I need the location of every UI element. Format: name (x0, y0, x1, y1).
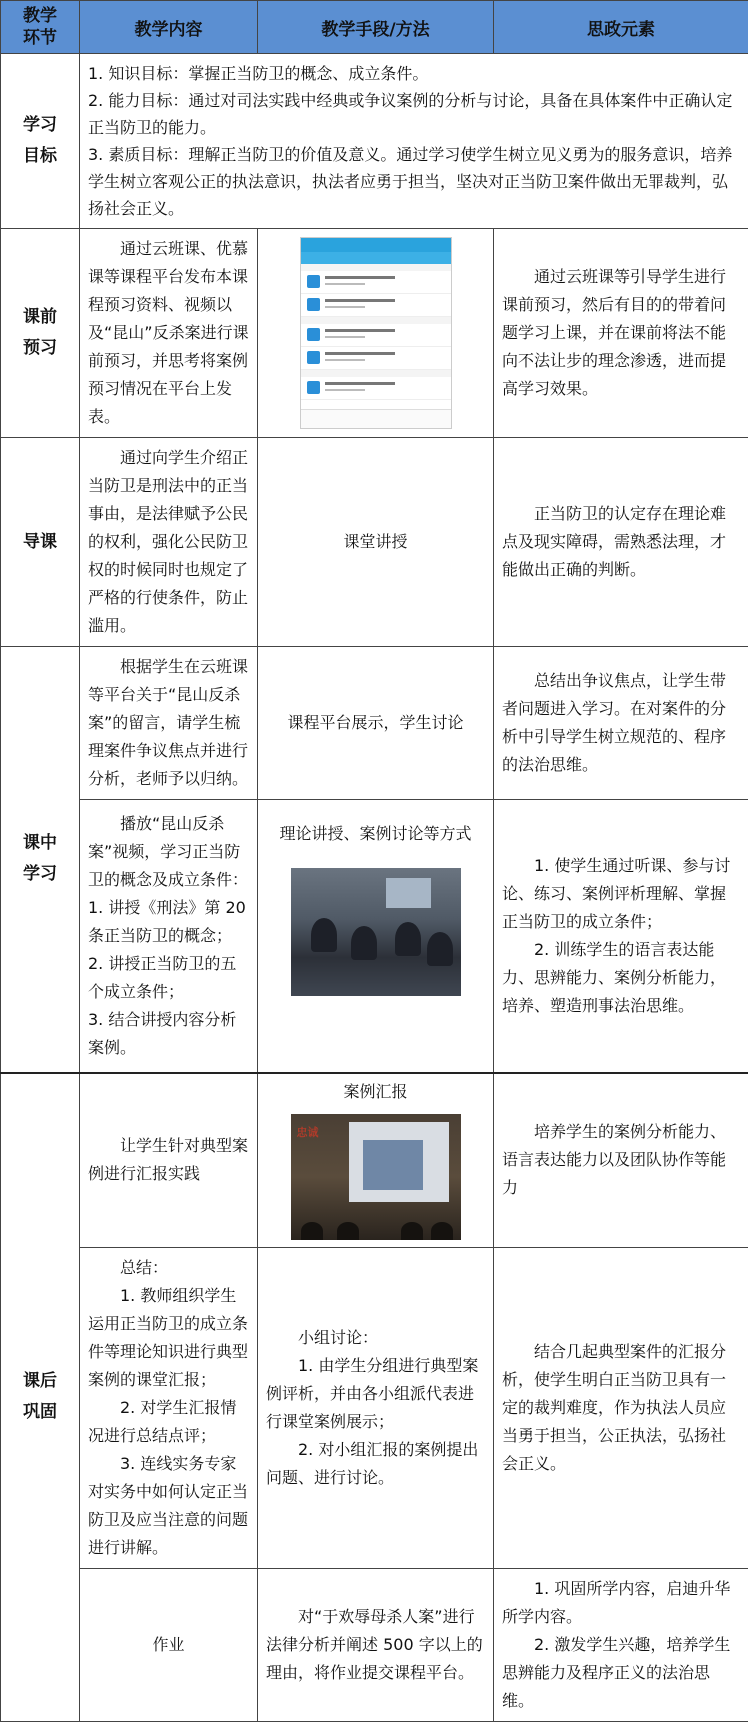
study-1-content: 根据学生在云班课等平台关于“昆山反杀案”的留言，请学生梳理案件争议焦点并进行分析，老师予以归纳。 (80, 647, 258, 800)
study-1-ideology: 总结出争议焦点，让学生带者问题进入学习。在对案件的分析中引导学生树立规范的、程序的法治思维。 (494, 647, 748, 800)
review-row-2 (1, 1248, 748, 1569)
study-2-intro: 播放“昆山反杀案”视频，学习正当防卫的概念及成立条件： (88, 810, 249, 894)
review-2-title: 总结： (88, 1254, 249, 1282)
study-row-2 (1, 800, 748, 1073)
review-2-method-1: 1. 由学生分组进行典型案例评析，并由各小组派代表进行课堂案例展示； (266, 1352, 485, 1436)
goal-3: 3. 素质目标：理解正当防卫的价值及意义。通过学习使学生树立见义勇为的服务意识，培养学生树立客观公正的执法意识，执法者应勇于担当，坚决对正当防卫案件做出无罪裁判，弘扬社会正义。 (88, 141, 740, 222)
header-ideology: 思政元素 (494, 1, 748, 54)
photo-sign-text: 忠诚 (297, 1124, 319, 1140)
intro-ideology: 正当防卫的认定存在理论难点及现实障碍，需熟悉法理，才能做出正确的判断。 (494, 438, 748, 647)
goal-2: 2. 能力目标：通过对司法实践中经典或争议案例的分析与讨论，具备在具体案件中正确认定正当防卫的能力。 (88, 87, 740, 141)
preview-method-screenshot (258, 229, 494, 438)
header-method: 教学手段/方法 (258, 1, 494, 54)
course-app-screenshot (300, 237, 452, 429)
review-1-method (258, 1073, 494, 1248)
study-2-ideology-1: 1. 使学生通过听课、参与讨论、练习、案例评析理解、掌握正当防卫的成立条件； (502, 852, 740, 936)
study-2-item-2: 2. 讲授正当防卫的五个成立条件； (88, 950, 249, 1006)
study-2-item-3: 3. 结合讲授内容分析案例。 (88, 1006, 249, 1062)
intro-row (1, 438, 748, 647)
review-1-content: 让学生针对典型案例进行汇报实践 (80, 1073, 258, 1248)
study-2-item-1: 1. 讲授《刑法》第 20 条正当防卫的概念； (88, 894, 249, 950)
review-row-3 (1, 1569, 748, 1722)
homework-method: 对“于欢辱母杀人案”进行法律分析并阐述 500 字以上的理由，将作业提交课程平台。 (258, 1569, 494, 1722)
preview-content: 通过云班课、优慕课等课程平台发布本课程预习资料、视频以及“昆山”反杀案进行课前预习，并思考将案例预习情况在平台上发表。 (80, 229, 258, 438)
case-report-photo (291, 1114, 461, 1240)
review-2-ideology: 结合几起典型案件的汇报分析，使学生明白正当防卫具有一定的裁判难度，作为执法人员应当勇于担当，公正执法，弘扬社会正义。 (494, 1248, 748, 1569)
goal-1: 1. 知识目标：掌握正当防卫的概念、成立条件。 (88, 60, 740, 87)
homework-ideology-1: 1. 巩固所学内容，启迪升华所学内容。 (502, 1575, 740, 1631)
classroom-discussion-photo (291, 868, 461, 996)
goals-row (1, 54, 748, 229)
review-2-content (80, 1248, 258, 1569)
study-1-method: 课程平台展示，学生讨论 (258, 647, 494, 800)
homework-label: 作业 (80, 1569, 258, 1722)
study-2-method (258, 800, 494, 1073)
header-content: 教学内容 (80, 1, 258, 54)
review-2-method-2: 2. 对小组汇报的案例提出问题、进行讨论。 (266, 1436, 485, 1492)
preview-row (1, 229, 748, 438)
header-stage: 教学 环节 (1, 1, 80, 54)
review-2-item-1: 1. 教师组织学生运用正当防卫的成立条件等理论知识进行典型案例的课堂汇报； (88, 1282, 249, 1394)
stage-intro: 导课 (1, 438, 80, 647)
review-2-item-2: 2. 对学生汇报情况进行总结点评； (88, 1394, 249, 1450)
review-row-1 (1, 1073, 748, 1248)
stage-preview: 课前 预习 (1, 229, 80, 438)
goals-content (80, 54, 748, 229)
intro-content: 通过向学生介绍正当防卫是刑法中的正当事由，是法律赋予公民的权利，强化公民防卫权的时候同时也规定了严格的行使条件，防止滥用。 (80, 438, 258, 647)
review-2-method (258, 1248, 494, 1569)
header-row (1, 1, 748, 54)
homework-ideology (494, 1569, 748, 1722)
review-1-ideology: 培养学生的案例分析能力、语言表达能力以及团队协作等能力 (494, 1073, 748, 1248)
review-2-method-title: 小组讨论： (266, 1324, 485, 1352)
stage-review: 课后 巩固 (1, 1073, 80, 1722)
stage-study: 课中 学习 (1, 647, 80, 1073)
preview-ideology: 通过云班课等引导学生进行课前预习，然后有目的的带着问题学习上课，并在课前将法不能向不法让步的理念渗透，进而提高学习效果。 (494, 229, 748, 438)
study-2-method-text: 理论讲授、案例讨论等方式 (258, 812, 493, 868)
stage-goals: 学习 目标 (1, 54, 80, 229)
study-row-1 (1, 647, 748, 800)
review-1-method-text: 案例汇报 (258, 1074, 493, 1114)
study-2-ideology (494, 800, 748, 1073)
study-2-content (80, 800, 258, 1073)
homework-ideology-2: 2. 激发学生兴趣，培养学生思辨能力及程序正义的法治思维。 (502, 1631, 740, 1715)
intro-method: 课堂讲授 (258, 438, 494, 647)
review-2-item-3: 3. 连线实务专家对实务中如何认定正当防卫及应当注意的问题进行讲解。 (88, 1450, 249, 1562)
study-2-ideology-2: 2. 训练学生的语言表达能力、思辨能力、案例分析能力，培养、塑造刑事法治思维。 (502, 936, 740, 1020)
